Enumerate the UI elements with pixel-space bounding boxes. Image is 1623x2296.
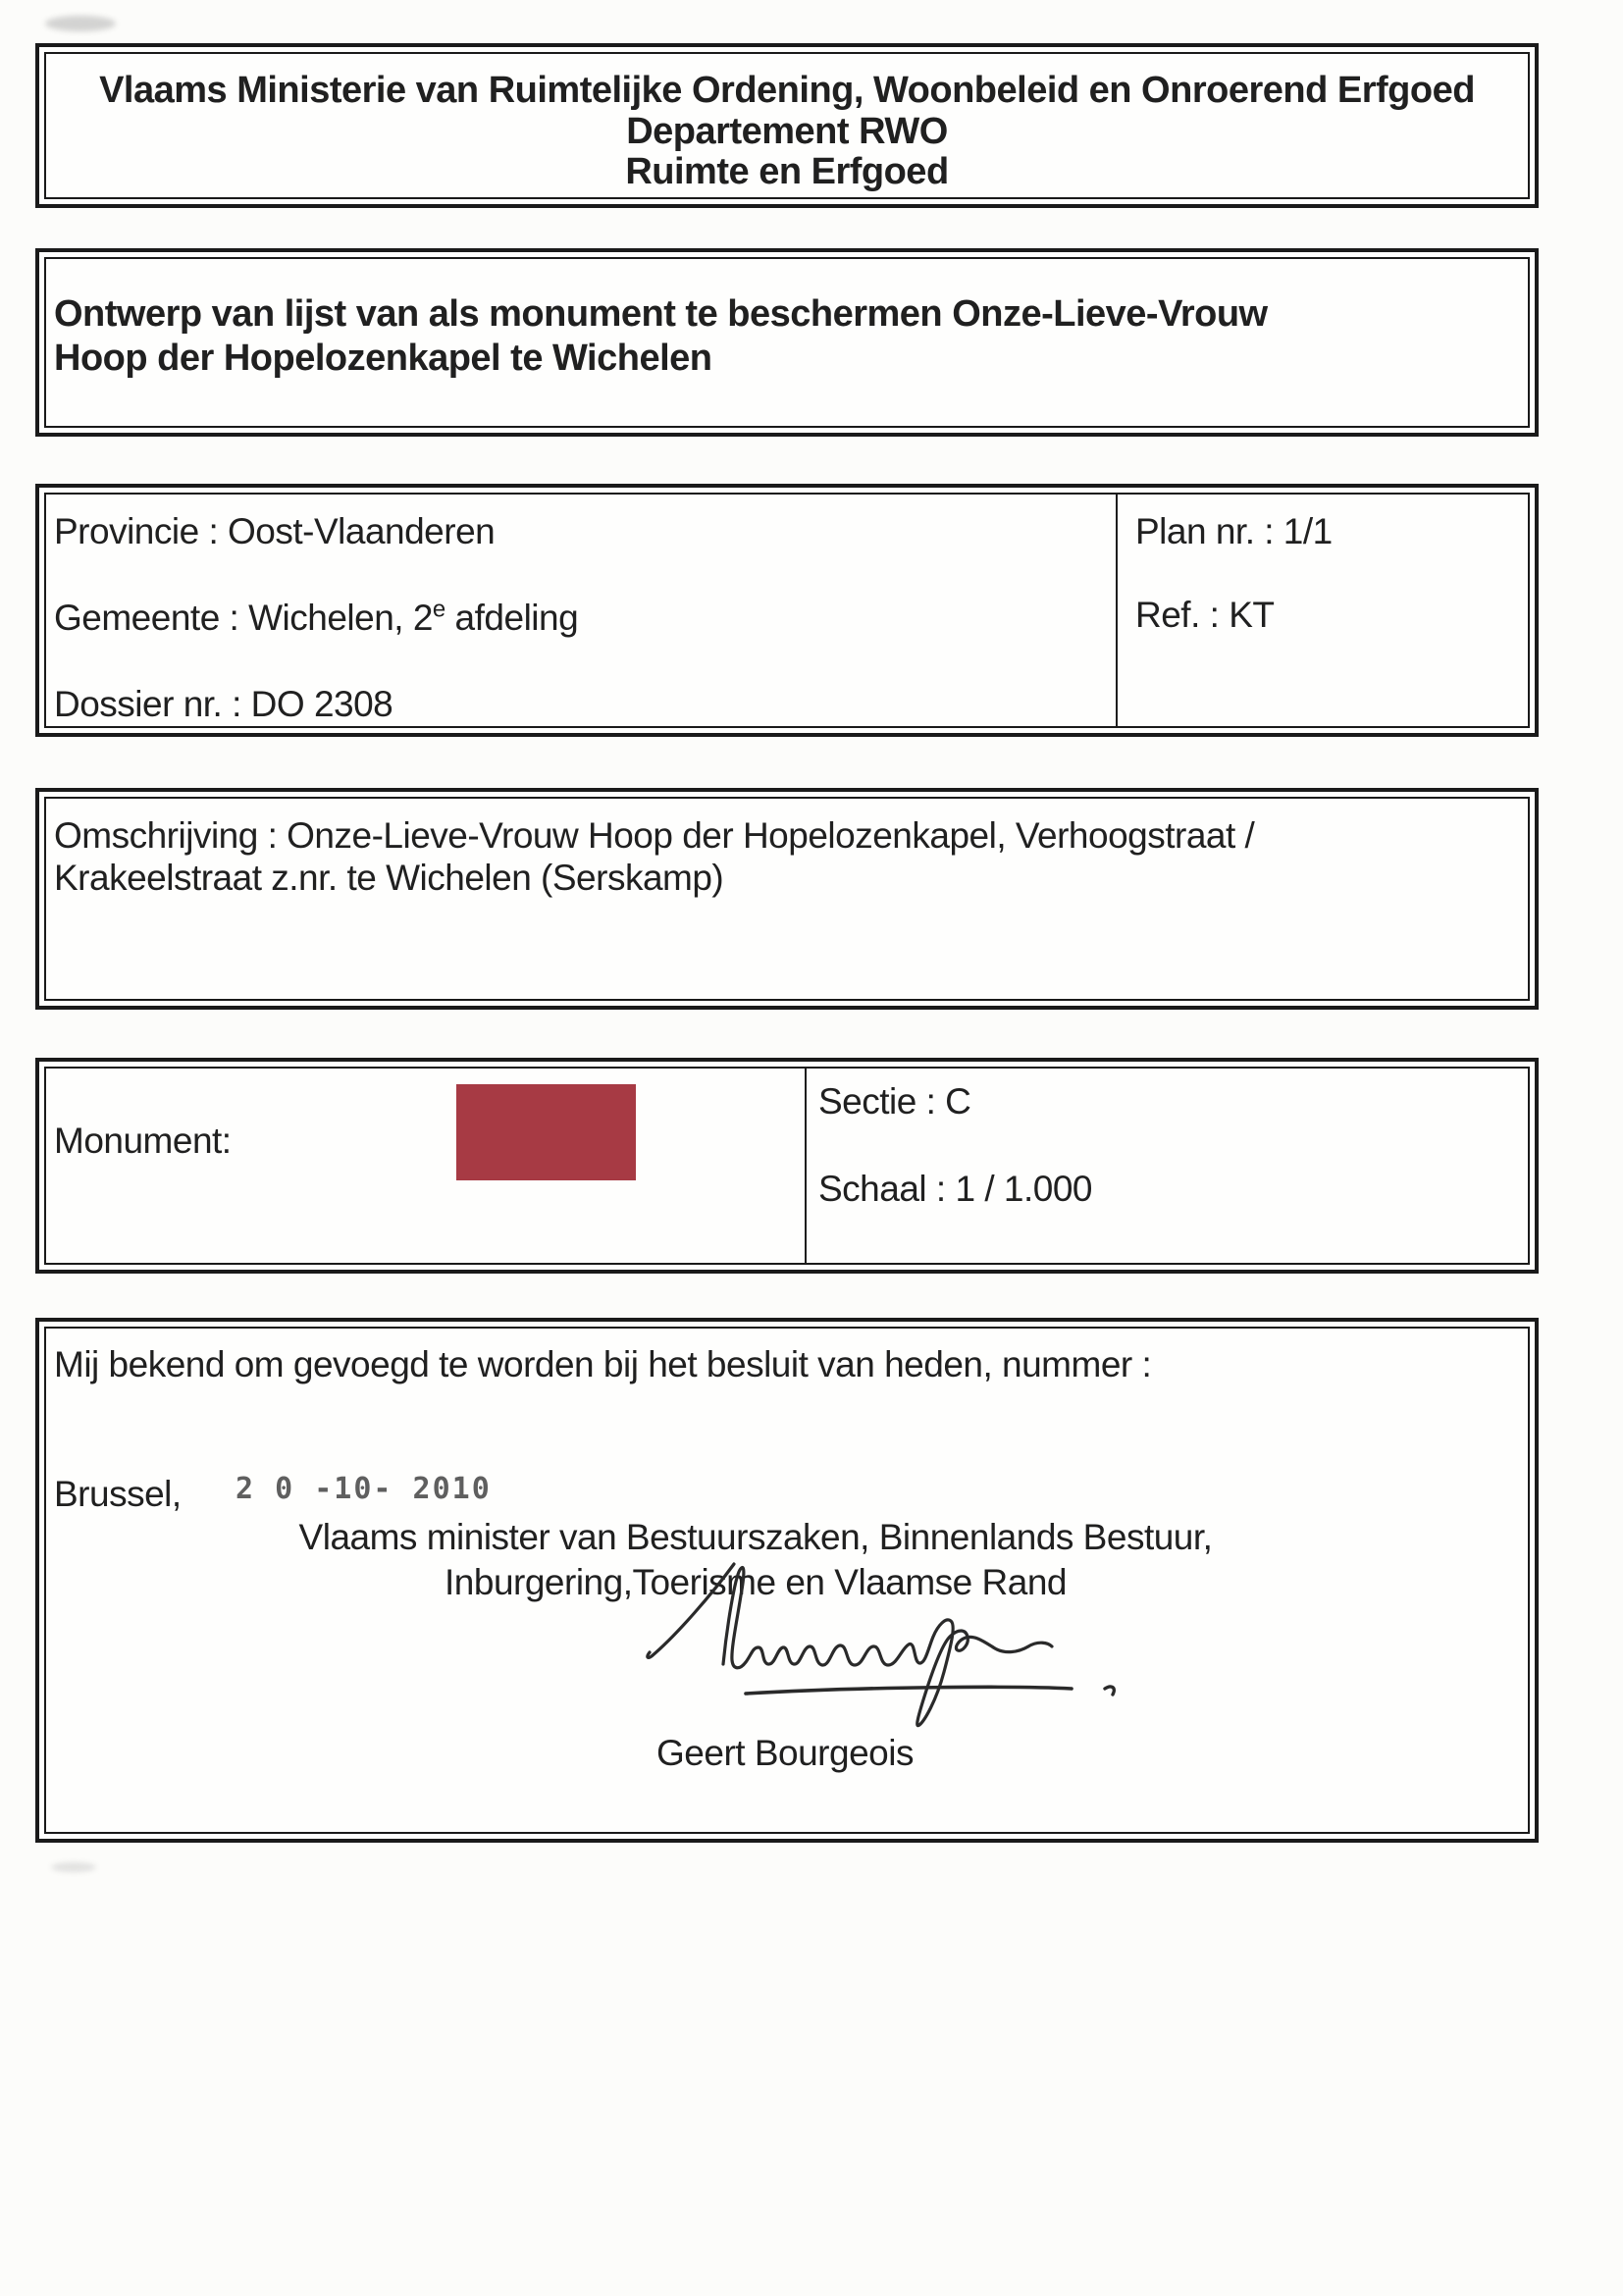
document-title-line: Ontwerp van lijst van als monument te beschermen Onze-Lieve-Vrouw xyxy=(54,293,1268,335)
signature-scribble xyxy=(608,1550,1138,1747)
ministry-name: Vlaams Ministerie van Ruimtelijke Ordening, Woonbeleid en Onroerend Erfgoed xyxy=(99,70,1475,111)
ministry-header-box xyxy=(35,43,1539,208)
scan-smudge-top xyxy=(45,16,116,31)
plan-nr-field: Plan nr. : 1/1 xyxy=(1135,511,1333,551)
minister-title-line: Inburgering,Toerisme en Vlaamse Rand xyxy=(445,1562,1067,1602)
column-divider xyxy=(805,1069,807,1263)
date-stamp: 2 0 -10- 2010 xyxy=(236,1472,492,1506)
gemeente-ordinal: e xyxy=(432,596,445,623)
decree-signature-box xyxy=(35,1318,1539,1843)
minister-title-line: Vlaams minister van Bestuurszaken, Binnenlands Bestuur, xyxy=(298,1517,1213,1557)
column-divider xyxy=(1116,495,1118,726)
file-info-box xyxy=(35,484,1539,737)
scan-smudge-bottom xyxy=(51,1862,96,1872)
box-border xyxy=(44,1067,1530,1265)
document-title-box xyxy=(35,248,1539,437)
place-label: Brussel, xyxy=(54,1474,182,1514)
sectie-field: Sectie : C xyxy=(818,1081,971,1122)
monument-legend-box xyxy=(35,1058,1539,1274)
ref-field: Ref. : KT xyxy=(1135,595,1275,635)
document-title-line: Hoop der Hopelozenkapel te Wichelen xyxy=(54,338,712,379)
schaal-field: Schaal : 1 / 1.000 xyxy=(818,1169,1092,1209)
ministry-department: Departement RWO xyxy=(626,111,948,152)
gemeente-text: Gemeente : Wichelen, 2 xyxy=(54,598,433,638)
signer-name: Geert Bourgeois xyxy=(656,1733,914,1773)
box-border xyxy=(35,1058,1539,1274)
dossier-field: Dossier nr. : DO 2308 xyxy=(54,684,393,724)
decree-intro: Mij bekend om gevoegd te worden bij het besluit van heden, nummer : xyxy=(54,1344,1152,1384)
monument-label: Monument: xyxy=(54,1121,232,1161)
description-box xyxy=(35,788,1539,1010)
ministry-division: Ruimte en Erfgoed xyxy=(625,151,949,192)
description-line: Omschrijving : Onze-Lieve-Vrouw Hoop der Hopelozenkapel, Verhoogstraat / xyxy=(54,815,1255,856)
monument-legend-swatch xyxy=(456,1084,636,1180)
gemeente-text-suffix: afdeling xyxy=(445,598,579,638)
provincie-field: Provincie : Oost-Vlaanderen xyxy=(54,511,496,551)
gemeente-field xyxy=(54,597,578,640)
description-line: Krakeelstraat z.nr. te Wichelen (Serskamp) xyxy=(54,858,724,898)
